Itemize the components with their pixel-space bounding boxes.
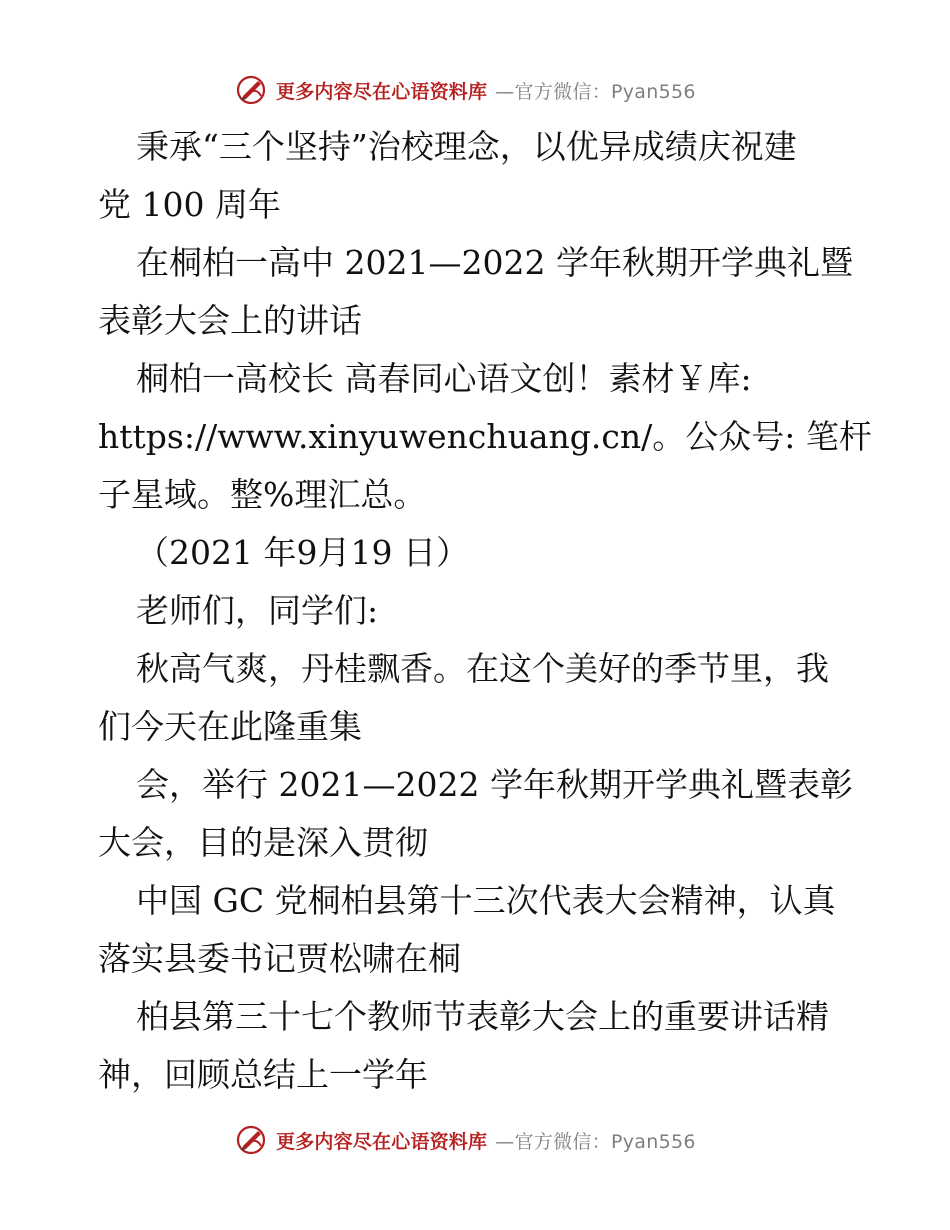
paragraph-line-5: 中国 GC 党桐柏县第十三次代表大会精神，认真	[136, 881, 836, 920]
header-main-text: 更多内容尽在心语资料库	[276, 80, 488, 103]
wechat-line: 子星域。整%理汇总。	[98, 475, 427, 514]
author-line: 桐柏一高校长 高春同心语文创！素材￥库:	[136, 359, 752, 398]
pen-logo-icon	[234, 1123, 268, 1157]
paragraph-line-4: 大会，目的是深入贯彻	[98, 823, 428, 862]
pen-logo-icon	[234, 73, 268, 107]
document-body	[98, 118, 872, 1104]
paragraph-line-8: 神，回顾总结上一学年	[98, 1055, 428, 1094]
footer-wechat-text: —官方微信：Pyan556	[495, 1130, 696, 1153]
title-line-1: 秉承“三个坚持”治校理念，以优异成绩庆祝建	[136, 127, 797, 166]
website-line: https://www.xinyuwenchuang.cn/。公众号: 笔杆	[98, 417, 872, 456]
footer-main-text: 更多内容尽在心语资料库	[276, 1130, 488, 1153]
greeting-line: 老师们，同学们:	[136, 591, 379, 630]
header-wechat-text: —官方微信：Pyan556	[495, 80, 696, 103]
title-line-2: 党 100 周年	[98, 185, 281, 224]
footer-banner	[234, 1122, 754, 1158]
paragraph-line-3: 会，举行 2021—2022 学年秋期开学典礼暨表彰	[136, 765, 853, 804]
header-banner	[234, 72, 754, 108]
subtitle-line-2: 表彰大会上的讲话	[98, 301, 362, 340]
paragraph-line-1: 秋高气爽，丹桂飘香。在这个美好的季节里，我	[136, 649, 829, 688]
paragraph-line-6: 落实县委书记贾松啸在桐	[98, 939, 461, 978]
paragraph-line-2: 们今天在此隆重集	[98, 707, 362, 746]
paragraph-line-7: 柏县第三十七个教师节表彰大会上的重要讲话精	[136, 997, 829, 1036]
date-line: （2021 年9月19 日）	[136, 533, 469, 572]
subtitle-line-1: 在桐柏一高中 2021—2022 学年秋期开学典礼暨	[136, 243, 853, 282]
